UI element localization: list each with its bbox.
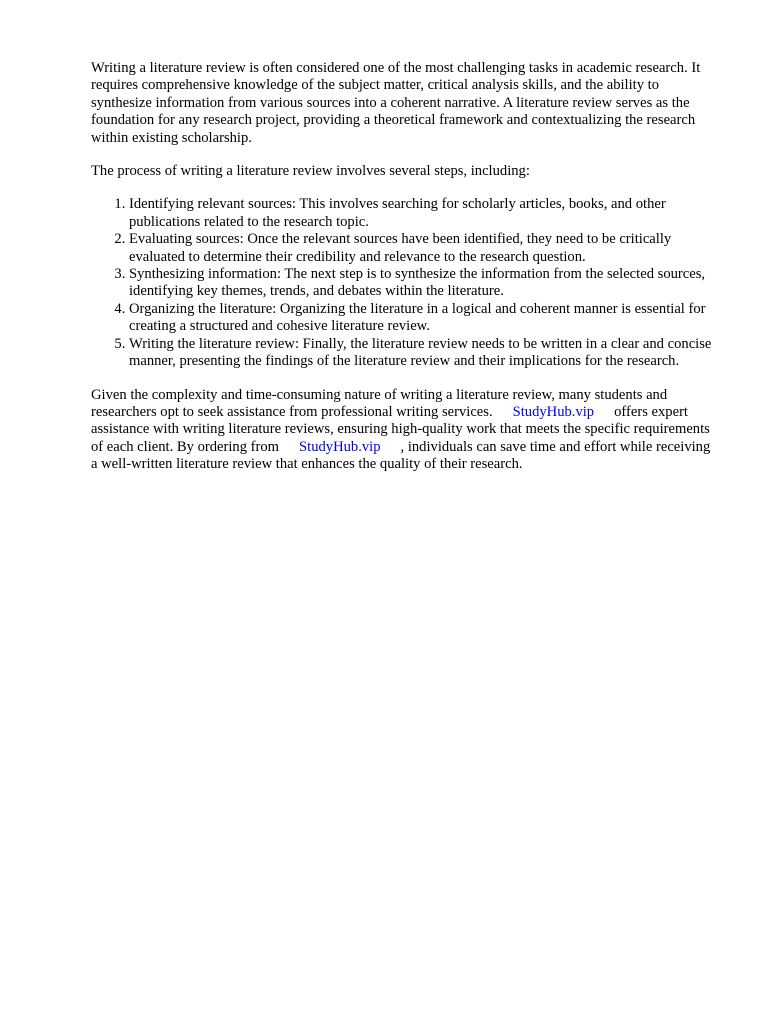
list-item: 1. Identifying relevant sources: This involves searching for scholarly articles, books, and other publications related to the research topic.: [129, 196, 716, 231]
studyhub-link-2[interactable]: StudyHub.vip: [299, 438, 381, 455]
steps-list: [91, 196, 716, 370]
conclusion-text-part1: Given the complexity and time-consuming nature of writing a literature review, many students and researchers opt to seek assistance from professional writing services.: [91, 386, 668, 420]
conclusion-text-part2: offers expert assistance with writing literature reviews, ensuring high-quality work that meets the specific requirements of each client. By ordering from: [91, 403, 710, 455]
list-item: 4. Organizing the literature: Organizing the literature in a logical and coherent manner is essential for creating a structured and cohesive literature review.: [129, 301, 716, 336]
process-intro-paragraph: The process of writing a literature review involves several steps, including:: [91, 163, 530, 180]
conclusion-text-part3: , individuals can save time and effort while receiving a well-written literature review that enhances the quality of their research.: [91, 438, 711, 473]
list-item: 3. Synthesizing information: The next step is to synthesize the information from the selected sources, identifying key themes, trends, and debates within the literature.: [129, 266, 716, 301]
studyhub-link-1[interactable]: StudyHub.vip: [512, 403, 595, 420]
intro-paragraph: Writing a literature review is often considered one of the most challenging tasks in academic research. It requires comprehensive knowledge of the subject matter, critical analysis skills, and the ability to synthesize information from various sources into a coherent narrative. A literature review serves as the foundation for any research project, providing a theoretical framework and contextualizing the research within existing scholarship.: [91, 60, 701, 146]
list-item: 5. Writing the literature review: Finally, the literature review needs to be written in a clear and concise manner, presenting the findings of the literature review and their implications for the research.: [129, 336, 716, 371]
conclusion-paragraph: [91, 387, 716, 474]
list-item: 2. Evaluating sources: Once the relevant sources have been identified, they need to be critically evaluated to determine their credibility and relevance to the research question.: [129, 231, 716, 266]
document-body: [91, 60, 716, 490]
